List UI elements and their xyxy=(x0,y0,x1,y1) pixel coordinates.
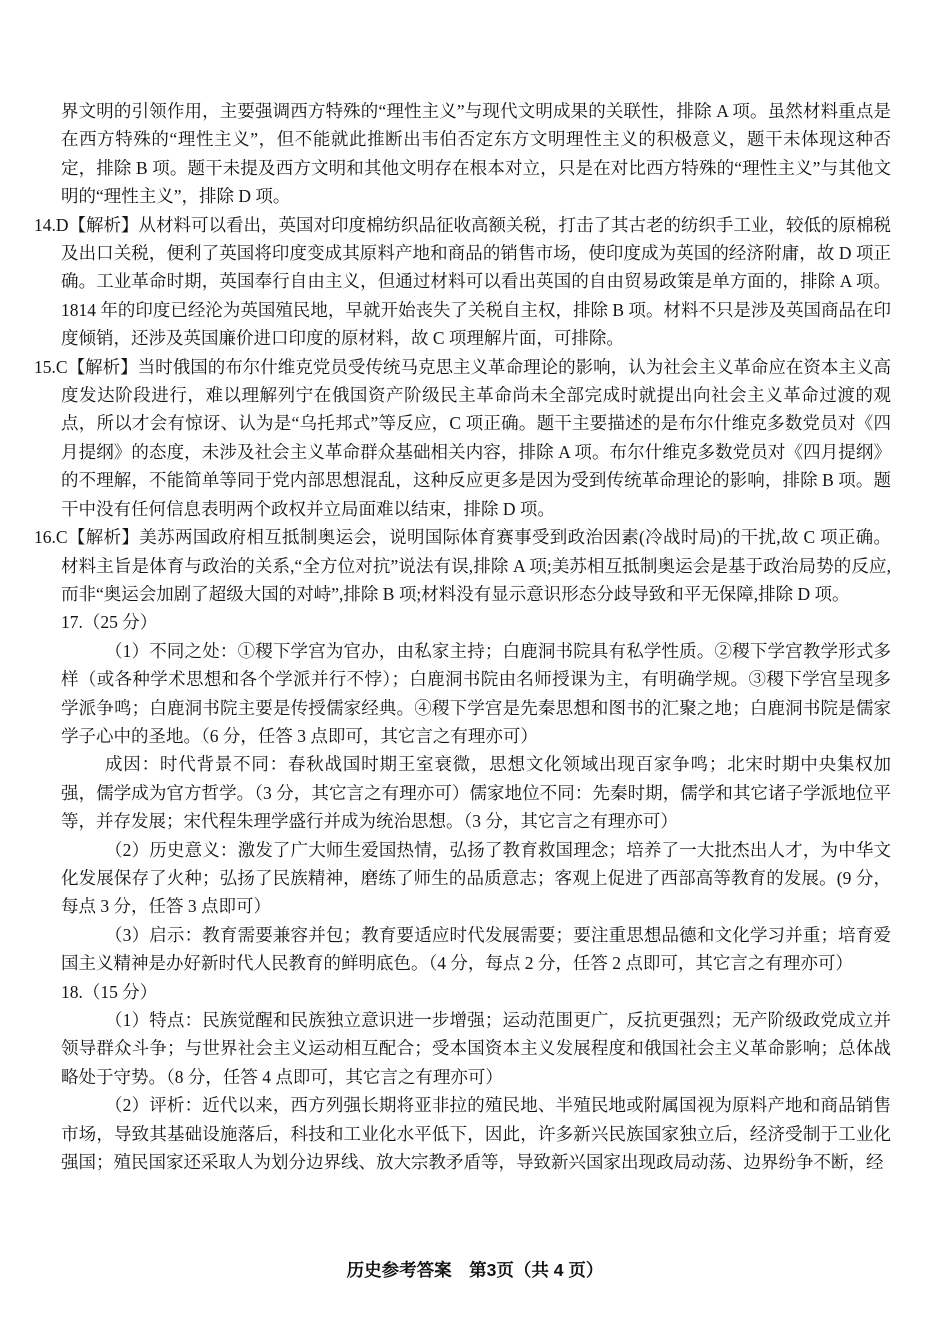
q17-part3-inspiration: （3）启示：教育需要兼容并包；教育要适应时代发展需要；要注重思想品德和文化学习并重；培育爱国主义精神是办好新时代人民教育的鲜明底色。（4 分，每点 2 分，任答 2 点即可，其它言之有理亦可） xyxy=(61,924,891,974)
q15-explanation: 15.C【解析】当时俄国的布尔什维克党员受传统马克思主义革命理论的影响，认为社会主义革命应在资本主义高度发达阶段进行，难以理解列宁在俄国资产阶级民主革命尚未全部完成时就提出向社会主义革命过渡的观点，所以才会有惊讶、认为是“乌托邦式”等反应，C 项正确。题干主要描述的是布尔什维克多数党员对《四月提纲》的态度，未涉及社会主义革命群众基础相关内容，排除 A 项。布尔什维克多数党员对《四月提纲》的不理解，不能简单等同于党内部思想混乱，这种反应更多是因为受到传统革命理论的影响，排除 B 项。题干中没有任何信息表明两个政权并立局面难以结束，排除 D 项。 xyxy=(34,356,891,519)
page-footer: 历史参考答案 第3页（共 4 页） xyxy=(346,1260,604,1280)
q14-explanation: 14.D【解析】从材料可以看出，英国对印度棉纺织品征收高额关税，打击了其古老的纺织手工业，较低的原棉税及出口关税，便利了英国将印度变成其原料产地和商品的销售市场，使印度成为英国的经济附庸，故 D 项正确。工业革命时期，英国奉行自由主义，但通过材料可以看出英国的自由贸易政策是单方面的，排除 A 项。1814 年的印度已经沦为英国殖民地，早就开始丧失了关税自主权，排除 B 项。材料不只是涉及英国商品在印度倾销，还涉及英国廉价进口印度的原材料，故 C 项理解片面，可排除。 xyxy=(34,214,892,349)
q16-explanation: 16.C【解析】美苏两国政府相互抵制奥运会，说明国际体育赛事受到政治因素(冷战时局)的干扰,故 C 项正确。材料主旨是体育与政治的关系,“全方位对抗”说法有误,排除 A 项;美苏相互抵制奥运会是基于政治局势的反应,而非“奥运会加剧了超级大国的对峙”,排除 B 项;材料没有显示意识形态分歧导致和平无保障,排除 D 项。 xyxy=(34,527,891,604)
q17-part2-significance: （2）历史意义：激发了广大师生爱国热情，弘扬了教育救国理念；培养了一大批杰出人才，为中华文化发展保存了火种；弘扬了民族精神，磨练了师生的品质意志；客观上促进了西部高等教育的发展。(9 分，每点 3 分，任答 3 点即可） xyxy=(61,839,891,917)
q17-part1-causes: 成因：时代背景不同：春秋战国时期王室衰微，思想文化领域出现百家争鸣；北宋时期中央集权加强，儒学成为官方哲学。（3 分，其它言之有理亦可）儒家地位不同：先秦时期，儒学和其它诸子学派地位平等，并存发展；宋代程朱理学盛行并成为统治思想。（3 分，其它言之有理亦可） xyxy=(61,754,891,832)
q18-part2-commentary: （2）评析：近代以来，西方列强长期将亚非拉的殖民地、半殖民地或附属国视为原料产地和商品销售市场，导致其基础设施落后，科技和工业化水平低下，因此，许多新兴民族国家独立后，经济受制于工业化强国；殖民国家还采取人为划分边界线、放大宗教矛盾等，导致新兴国家出现政局动荡、边界纷争不断，经 xyxy=(61,1095,891,1173)
document-body xyxy=(34,97,892,1176)
q17-part1-differences: （1）不同之处：①稷下学宫为官办，由私家主持；白鹿洞书院具有私学性质。②稷下学宫教学形式多样（或各种学术思想和各个学派并行不悖）；白鹿洞书院由名师授课为主，有明确学规。③稷下学宫呈现多学派争鸣；白鹿洞书院主要是传授儒家经典。④稷下学宫是先秦思想和图书的汇聚之地；白鹿洞书院是儒家学子心中的圣地。（6 分，任答 3 点即可，其它言之有理亦可） xyxy=(61,640,891,746)
q13-explanation-continuation: 界文明的引领作用，主要强调西方特殊的“理性主义”与现代文明成果的关联性，排除 A 项。虽然材料重点是在西方特殊的“理性主义”，但不能就此推断出韦伯否定东方文明理性主义的积极意义，题干未体现这种否定，排除 B 项。题干未提及西方文明和其他文明存在根本对立，只是在对比西方特殊的“理性主义”与其他文明的“理性主义”，排除 D 项。 xyxy=(61,101,891,207)
q18-part1-features: （1）特点：民族觉醒和民族独立意识进一步增强；运动范围更广，反抗更强烈；无产阶级政党成立并领导群众斗争；与世界社会主义运动相互配合；受本国资本主义发展程度和俄国社会主义革命影响；总体战略处于守势。（8 分，任答 4 点即可，其它言之有理亦可） xyxy=(61,1010,891,1087)
q18-heading: 18.（15 分） xyxy=(61,981,158,1002)
q17-heading: 17.（25 分） xyxy=(61,612,158,633)
